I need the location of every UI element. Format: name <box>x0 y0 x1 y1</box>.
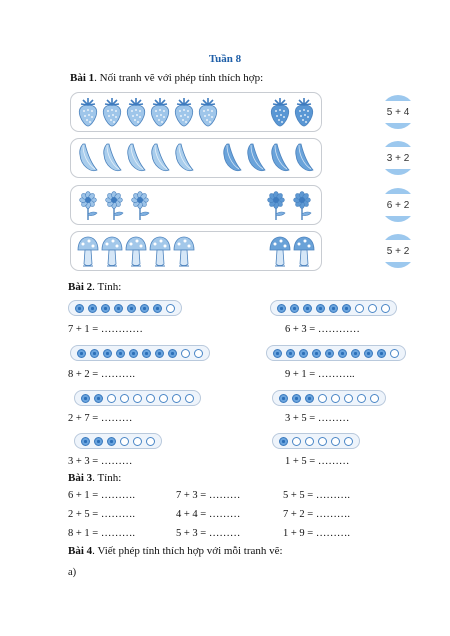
strawberry-icon <box>125 97 147 127</box>
bai3-expression[interactable]: 5 + 5 = ………. <box>283 490 350 501</box>
banana-icon <box>101 142 123 174</box>
right-group <box>269 97 315 127</box>
empty-bead <box>370 394 379 403</box>
filled-bead <box>88 304 97 313</box>
bai2-label: Bài 2 <box>68 281 93 293</box>
expression-circle-1[interactable]: 5 + 4 <box>381 95 415 129</box>
empty-bead <box>107 394 116 403</box>
strawberry-icon <box>293 97 315 127</box>
filled-bead <box>338 349 347 358</box>
picture-row-4[interactable] <box>70 231 322 271</box>
empty-bead <box>166 304 175 313</box>
bai2-expression[interactable]: 1 + 5 = ……… <box>285 456 350 467</box>
bai3-expression[interactable]: 1 + 9 = ………. <box>283 528 350 539</box>
banana-icon <box>221 142 243 174</box>
bai2-expression[interactable]: 7 + 1 = ………… <box>68 324 143 335</box>
banana-icon <box>149 142 171 174</box>
empty-bead <box>318 394 327 403</box>
strawberry-icon <box>173 97 195 127</box>
mushroom-icon <box>77 235 99 267</box>
picture-row-2[interactable] <box>70 138 322 178</box>
empty-bead <box>185 394 194 403</box>
banana-icon <box>77 142 99 174</box>
bai3-instruction: . Tính: <box>92 472 122 484</box>
empty-bead <box>194 349 203 358</box>
filled-bead <box>290 304 299 313</box>
bead-bar <box>272 433 360 449</box>
mushroom-icon <box>101 235 123 267</box>
bai4-instruction: . Viết phép tính thích hợp với mỗi tranh vẽ: <box>92 545 283 557</box>
filled-bead <box>292 394 301 403</box>
right-group <box>221 142 315 174</box>
bai3-expression[interactable]: 7 + 2 = ………. <box>283 509 350 520</box>
filled-bead <box>140 304 149 313</box>
left-group <box>77 97 219 127</box>
strawberry-icon <box>149 97 171 127</box>
bai2-instruction: . Tính: <box>92 281 122 293</box>
bai1-instruction: . Nối tranh vẽ với phép tính thích hợp: <box>94 72 264 84</box>
flower-icon <box>265 189 289 221</box>
empty-bead <box>120 394 129 403</box>
empty-bead <box>305 437 314 446</box>
filled-bead <box>101 304 110 313</box>
bai4-part-a: a) <box>68 567 77 578</box>
filled-bead <box>127 304 136 313</box>
bai3-label: Bài 3 <box>68 472 93 484</box>
filled-bead <box>168 349 177 358</box>
expression-circle-2[interactable]: 3 + 2 <box>381 141 415 175</box>
strawberry-icon <box>269 97 291 127</box>
bai3-expression[interactable]: 7 + 3 = ……… <box>176 490 241 501</box>
filled-bead <box>114 304 123 313</box>
filled-bead <box>279 437 288 446</box>
filled-bead <box>277 304 286 313</box>
picture-row-3[interactable] <box>70 185 322 225</box>
flower-icon <box>103 189 127 221</box>
banana-icon <box>173 142 195 174</box>
bai1-heading <box>70 72 263 84</box>
filled-bead <box>155 349 164 358</box>
right-group <box>269 235 315 267</box>
bai3-expression[interactable]: 8 + 1 = ………. <box>68 528 135 539</box>
banana-icon <box>125 142 147 174</box>
filled-bead <box>351 349 360 358</box>
empty-bead <box>331 437 340 446</box>
empty-bead <box>390 349 399 358</box>
filled-bead <box>377 349 386 358</box>
filled-bead <box>116 349 125 358</box>
bai2-expression[interactable]: 3 + 5 = ……… <box>285 413 350 424</box>
bai3-expression[interactable]: 2 + 5 = ………. <box>68 509 135 520</box>
filled-bead <box>81 394 90 403</box>
bead-bar <box>266 345 406 361</box>
bai1-label: Bài 1 <box>70 72 95 84</box>
bai2-expression[interactable]: 3 + 3 = ……… <box>68 456 133 467</box>
page-title: Tuần 8 <box>208 53 242 65</box>
strawberry-icon <box>77 97 99 127</box>
empty-bead <box>172 394 181 403</box>
bead-bar <box>70 345 210 361</box>
left-group <box>77 235 195 267</box>
strawberry-icon <box>197 97 219 127</box>
banana-icon <box>245 142 267 174</box>
bai4-label: Bài 4 <box>68 545 93 557</box>
flower-icon <box>129 189 153 221</box>
filled-bead <box>279 394 288 403</box>
flower-icon <box>291 189 315 221</box>
left-group <box>77 189 153 221</box>
empty-bead <box>357 394 366 403</box>
bai2-heading <box>68 281 121 293</box>
mushroom-icon <box>149 235 171 267</box>
filled-bead <box>312 349 321 358</box>
strawberry-icon <box>101 97 123 127</box>
empty-bead <box>159 394 168 403</box>
bai2-expression[interactable]: 6 + 3 = ………… <box>285 324 360 335</box>
bead-bar <box>272 390 386 406</box>
empty-bead <box>120 437 129 446</box>
expression-circle-4[interactable]: 5 + 2 <box>381 234 415 268</box>
filled-bead <box>81 437 90 446</box>
bead-bar <box>74 433 162 449</box>
bai3-heading <box>68 472 121 484</box>
filled-bead <box>77 349 86 358</box>
bai4-heading <box>68 545 283 557</box>
filled-bead <box>305 394 314 403</box>
filled-bead <box>325 349 334 358</box>
mushroom-icon <box>293 235 315 267</box>
left-group <box>77 142 195 174</box>
picture-row-1[interactable] <box>70 92 322 132</box>
filled-bead <box>129 349 138 358</box>
filled-bead <box>94 394 103 403</box>
empty-bead <box>381 304 390 313</box>
filled-bead <box>286 349 295 358</box>
filled-bead <box>107 437 116 446</box>
bai2-expression[interactable]: 8 + 2 = ………. <box>68 369 135 380</box>
filled-bead <box>342 304 351 313</box>
mushroom-icon <box>173 235 195 267</box>
empty-bead <box>133 394 142 403</box>
bai3-expression[interactable]: 4 + 4 = ……… <box>176 509 241 520</box>
right-group <box>265 189 315 221</box>
empty-bead <box>331 394 340 403</box>
filled-bead <box>75 304 84 313</box>
bai2-expression[interactable]: 2 + 7 = ……… <box>68 413 133 424</box>
empty-bead <box>344 394 353 403</box>
empty-bead <box>292 437 301 446</box>
expression-circle-3[interactable]: 6 + 2 <box>381 188 415 222</box>
filled-bead <box>364 349 373 358</box>
filled-bead <box>303 304 312 313</box>
empty-bead <box>318 437 327 446</box>
bai2-expression[interactable]: 9 + 1 = ……….. <box>285 369 355 380</box>
banana-icon <box>269 142 291 174</box>
empty-bead <box>355 304 364 313</box>
filled-bead <box>299 349 308 358</box>
filled-bead <box>273 349 282 358</box>
empty-bead <box>133 437 142 446</box>
empty-bead <box>146 394 155 403</box>
filled-bead <box>94 437 103 446</box>
filled-bead <box>316 304 325 313</box>
banana-icon <box>293 142 315 174</box>
empty-bead <box>344 437 353 446</box>
mushroom-icon <box>125 235 147 267</box>
bead-bar <box>74 390 201 406</box>
empty-bead <box>146 437 155 446</box>
bead-bar <box>68 300 182 316</box>
filled-bead <box>329 304 338 313</box>
flower-icon <box>77 189 101 221</box>
empty-bead <box>181 349 190 358</box>
filled-bead <box>90 349 99 358</box>
bead-bar <box>270 300 397 316</box>
filled-bead <box>142 349 151 358</box>
empty-bead <box>368 304 377 313</box>
filled-bead <box>153 304 162 313</box>
filled-bead <box>103 349 112 358</box>
bai3-expression[interactable]: 5 + 3 = ……… <box>176 528 241 539</box>
bai3-expression[interactable]: 6 + 1 = ………. <box>68 490 135 501</box>
mushroom-icon <box>269 235 291 267</box>
